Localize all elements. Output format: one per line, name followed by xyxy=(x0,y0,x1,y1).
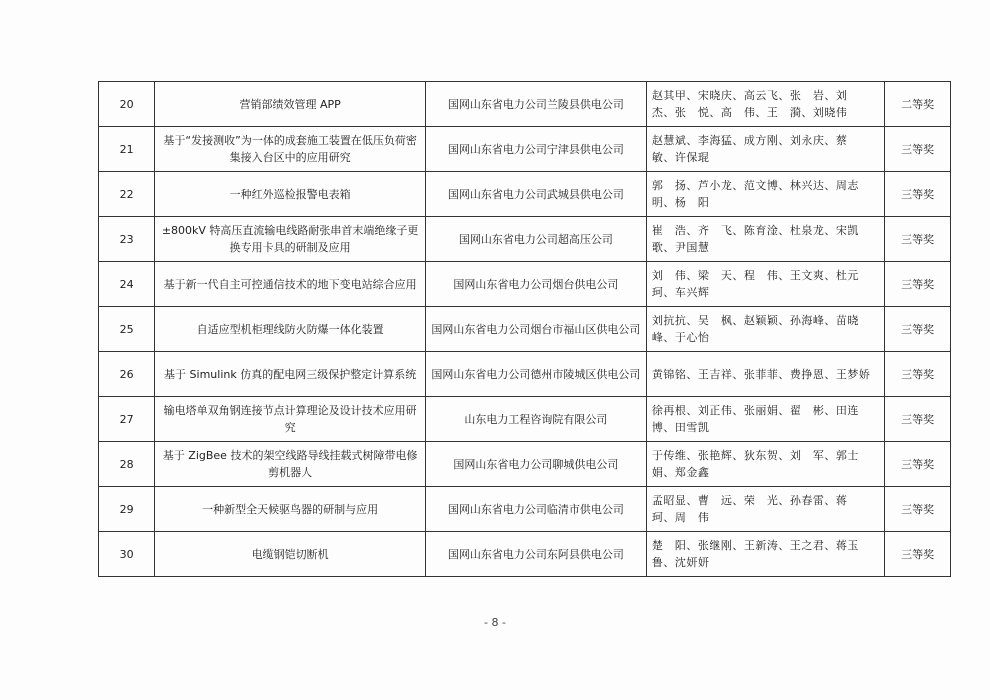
table-row xyxy=(99,442,951,487)
table-row xyxy=(99,262,951,307)
organization-cell: 国网山东省电力公司临清市供电公司 xyxy=(426,487,647,532)
row-number-cell: 23 xyxy=(99,217,155,262)
participants-cell: 刘抗抗、吴 枫、赵颖颖、孙海峰、苗晓峰、于心怡 xyxy=(646,307,885,352)
project-title-cell: 基于 Simulink 仿真的配电网三级保护整定计算系统 xyxy=(155,352,426,397)
participants-cell: 黄锦铭、王吉祥、张菲菲、费挣恩、王梦娇 xyxy=(646,352,885,397)
participants-cell: 赵慧斌、李海猛、成方刚、刘永庆、蔡 敏、许保琨 xyxy=(646,127,885,172)
organization-cell: 国网山东省电力公司东阿县供电公司 xyxy=(426,532,647,577)
table-row xyxy=(99,127,951,172)
project-title-cell: ±800kV 特高压直流输电线路耐张串首末端绝缘子更换专用卡具的研制及应用 xyxy=(155,217,426,262)
page-number: - 8 - xyxy=(484,616,506,629)
participants-cell: 赵其甲、宋晓庆、高云飞、张 岩、刘 杰、张 悦、高 伟、王 漪、刘晓伟 xyxy=(646,82,885,127)
table-row xyxy=(99,172,951,217)
project-title-cell: 一种新型全天候驱鸟器的研制与应用 xyxy=(155,487,426,532)
organization-cell: 国网山东省电力公司烟台供电公司 xyxy=(426,262,647,307)
award-level-cell: 三等奖 xyxy=(885,352,951,397)
row-number-cell: 20 xyxy=(99,82,155,127)
award-level-cell: 三等奖 xyxy=(885,532,951,577)
project-title-cell: 自适应型机柜理线防火防爆一体化装置 xyxy=(155,307,426,352)
project-title-cell: 一种红外巡检报警电表箱 xyxy=(155,172,426,217)
organization-cell: 国网山东省电力公司兰陵县供电公司 xyxy=(426,82,647,127)
award-level-cell: 三等奖 xyxy=(885,442,951,487)
award-level-cell: 三等奖 xyxy=(885,262,951,307)
row-number-cell: 30 xyxy=(99,532,155,577)
row-number-cell: 27 xyxy=(99,397,155,442)
award-level-cell: 三等奖 xyxy=(885,487,951,532)
organization-cell: 山东电力工程咨询院有限公司 xyxy=(426,397,647,442)
award-level-cell: 三等奖 xyxy=(885,127,951,172)
award-level-cell: 三等奖 xyxy=(885,397,951,442)
participants-cell: 孟昭显、曹 远、荣 光、孙春雷、蒋 珂、周 伟 xyxy=(646,487,885,532)
award-level-cell: 三等奖 xyxy=(885,307,951,352)
award-level-cell: 三等奖 xyxy=(885,172,951,217)
participants-cell: 徐再根、刘正伟、张丽娟、翟 彬、田连博、田雪凯 xyxy=(646,397,885,442)
table-row xyxy=(99,397,951,442)
organization-cell: 国网山东省电力公司德州市陵城区供电公司 xyxy=(426,352,647,397)
organization-cell: 国网山东省电力公司烟台市福山区供电公司 xyxy=(426,307,647,352)
project-title-cell: 基于 ZigBee 技术的架空线路导线挂载式树障带电修剪机器人 xyxy=(155,442,426,487)
table-row xyxy=(99,532,951,577)
table-row xyxy=(99,352,951,397)
table-row xyxy=(99,217,951,262)
project-title-cell: 基于“发接测收”为一体的成套施工装置在低压负荷密集接入台区中的应用研究 xyxy=(155,127,426,172)
organization-cell: 国网山东省电力公司宁津县供电公司 xyxy=(426,127,647,172)
row-number-cell: 26 xyxy=(99,352,155,397)
project-title-cell: 营销部绩效管理 APP xyxy=(155,82,426,127)
organization-cell: 国网山东省电力公司武城县供电公司 xyxy=(426,172,647,217)
participants-cell: 郭 扬、芦小龙、范文博、林兴达、周志明、杨 阳 xyxy=(646,172,885,217)
participants-cell: 崔 浩、齐 飞、陈育淦、杜泉龙、宋凯歌、尹国慧 xyxy=(646,217,885,262)
award-level-cell: 三等奖 xyxy=(885,217,951,262)
table-row xyxy=(99,487,951,532)
project-title-cell: 输电塔单双角钢连接节点计算理论及设计技术应用研究 xyxy=(155,397,426,442)
project-title-cell: 电缆钢铠切断机 xyxy=(155,532,426,577)
row-number-cell: 25 xyxy=(99,307,155,352)
row-number-cell: 28 xyxy=(99,442,155,487)
row-number-cell: 21 xyxy=(99,127,155,172)
organization-cell: 国网山东省电力公司聊城供电公司 xyxy=(426,442,647,487)
row-number-cell: 29 xyxy=(99,487,155,532)
row-number-cell: 24 xyxy=(99,262,155,307)
participants-cell: 刘 伟、梁 天、程 伟、王文爽、杜元珂、车兴辉 xyxy=(646,262,885,307)
awards-table-body xyxy=(99,82,951,577)
organization-cell: 国网山东省电力公司超高压公司 xyxy=(426,217,647,262)
table-row xyxy=(99,82,951,127)
participants-cell: 楚 阳、张继刚、王新涛、王之君、蒋玉鲁、沈妍妍 xyxy=(646,532,885,577)
awards-table xyxy=(98,81,951,577)
table-row xyxy=(99,307,951,352)
project-title-cell: 基于新一代自主可控通信技术的地下变电站综合应用 xyxy=(155,262,426,307)
award-level-cell: 二等奖 xyxy=(885,82,951,127)
row-number-cell: 22 xyxy=(99,172,155,217)
participants-cell: 于传维、张艳辉、狄东贺、刘 军、郭士娟、郑金鑫 xyxy=(646,442,885,487)
